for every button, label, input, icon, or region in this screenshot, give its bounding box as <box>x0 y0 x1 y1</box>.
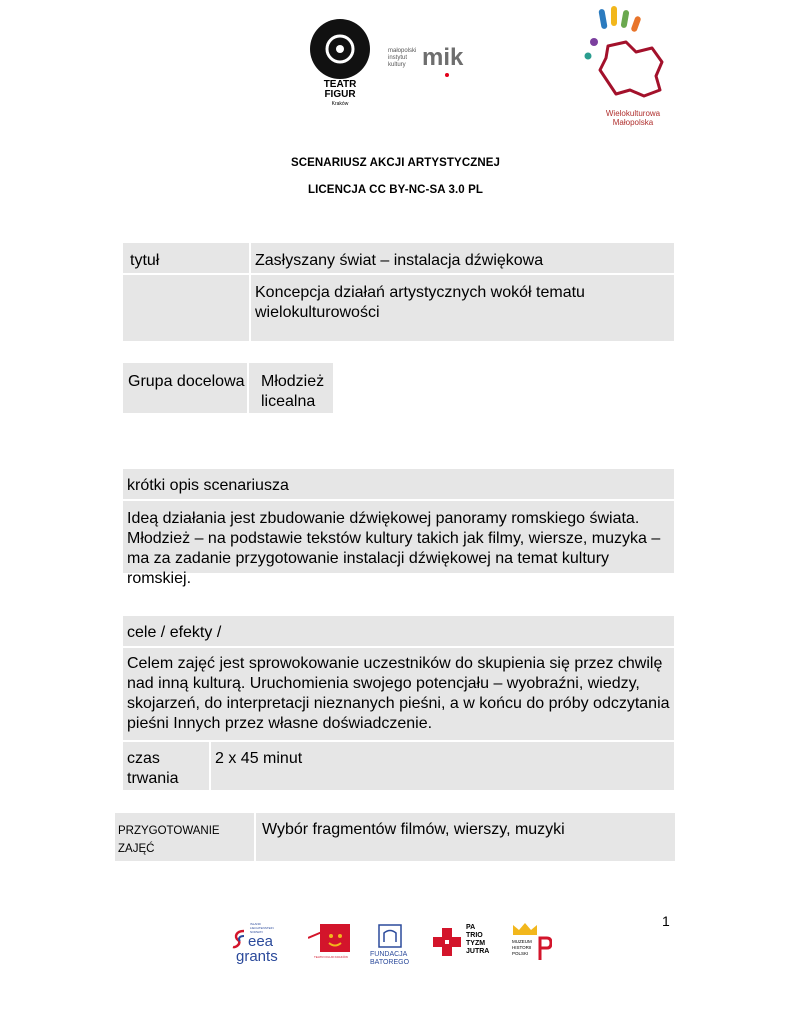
batory-emblem-icon <box>378 924 402 948</box>
muzeum-crown-icon <box>512 922 538 936</box>
mik-line3: kultury <box>388 62 406 68</box>
duration-label-line2: trwania <box>127 770 179 787</box>
muzeum-line2: HISTORII <box>512 945 532 950</box>
wielokulturowa-line2: Małopolska <box>612 118 654 127</box>
title-subtitle-cell <box>251 275 674 341</box>
description-line1: Ideą działania jest zbudowanie dźwiękowej panoramy romskiego świata. <box>127 510 640 527</box>
patriotyzm-line3: TYZM <box>466 940 486 947</box>
teatr-footer-mark-icon <box>308 922 354 954</box>
teatr-figur-logo <box>300 18 380 118</box>
batory-line1: FUNDACJA <box>370 951 408 958</box>
preparation-value: Wybór fragmentów filmów, wierszy, muzyki <box>262 821 565 838</box>
eea-grants-swirl-icon <box>232 928 246 950</box>
title-label: tytuł <box>130 252 160 269</box>
duration-value: 2 x 45 minut <box>215 750 303 767</box>
description-line2: Młodzież – na podstawie tekstów kultury takich jak filmy, wiersze, muzyka – <box>127 530 661 547</box>
batory-line2: BATOREGO <box>370 959 410 966</box>
mik-logo <box>388 44 473 84</box>
wielokulturowa-logo <box>578 4 688 134</box>
description-label-cell <box>123 469 674 499</box>
title-subtitle-line1: Koncepcja działań artystycznych wokół tematu <box>255 284 585 301</box>
page-number: 1 <box>662 913 670 929</box>
eea-line2: grants <box>236 948 278 965</box>
duration-value-cell <box>211 742 674 790</box>
duration-label-line1: czas <box>127 750 160 767</box>
patriotyzm-line1: PA <box>466 924 476 931</box>
multicolor-hand-map-icon <box>578 4 688 104</box>
goals-line4: pieśni Innych przez własne doświadczenie. <box>127 715 433 732</box>
teatr-figur-line1: TEATR <box>323 79 357 90</box>
teatr-figur-city: Kraków <box>331 101 349 107</box>
mik-mark: mik <box>422 44 464 71</box>
mik-line1: małopolski <box>388 48 417 54</box>
goals-label-cell <box>123 616 674 646</box>
title-empty-cell <box>123 275 249 341</box>
title-subtitle-line2: wielokulturowości <box>255 304 380 321</box>
eea-line1: eea <box>248 933 274 950</box>
wielokulturowa-line1: Wielokulturowa <box>605 109 661 118</box>
description-line3: ma za zadanie przygotowanie instalacji dźwiękowej na temat kultury romskiej. <box>127 550 610 587</box>
patriotyzm-cross-icon <box>433 928 461 956</box>
mik-line2: instytut <box>388 55 408 61</box>
muzeum-line3: POLSKI <box>512 951 529 956</box>
preparation-label-line1: PRZYGOTOWANIE <box>118 825 220 837</box>
goals-line1: Celem zajęć jest sprowokowanie uczestników do skupienia się przez chwilę <box>127 655 663 672</box>
mik-red-dot-icon <box>445 73 449 77</box>
target-group-label: Grupa docelowa <box>128 373 245 390</box>
preparation-value-cell <box>256 813 675 861</box>
patriotyzm-line4: JUTRA <box>466 948 490 955</box>
muzeum-line1: MUZEUM <box>512 939 532 944</box>
goals-label: cele / efekty / <box>127 624 222 641</box>
muzeum-p-icon <box>538 936 552 960</box>
eea-grants-logo <box>232 922 294 966</box>
description-label: krótki opis scenariusza <box>127 477 289 494</box>
preparation-label-cell <box>115 813 254 861</box>
title-label-cell <box>123 243 249 273</box>
target-group-value-line2: licealna <box>261 393 316 410</box>
teatr-figur-line2: FIGUR <box>324 89 356 100</box>
fundacja-batorego-logo <box>370 922 420 968</box>
eea-small2: LIECHTENSTEIN <box>250 926 274 930</box>
preparation-label-line2: ZAJĘĆ <box>118 843 155 855</box>
eea-small1: ISLAND <box>250 922 261 926</box>
target-group-value-cell <box>249 363 333 413</box>
title-value: Zasłyszany świat – instalacja dźwiękowa <box>255 252 544 269</box>
goals-text-cell <box>123 648 674 740</box>
teatr-footer-logo <box>308 922 354 962</box>
duration-label-cell <box>123 742 209 790</box>
muzeum-historii-polski-logo <box>512 922 556 966</box>
target-group-value-line1: Młodzież <box>261 373 325 390</box>
patriotyzm-line2: TRIO <box>466 932 483 939</box>
goals-line2: nad inną kulturą. Uruchomienia swojego potencjału – wyobraźni, wiedzy, <box>127 675 640 692</box>
title-value-cell <box>251 243 674 273</box>
eea-small3: NORWAY <box>250 930 264 934</box>
goals-line3: skojarzeń, do interpretacji nieznanych pieśni, a w końcu do próby odczytania <box>127 695 670 712</box>
document-title: SCENARIUSZ AKCJI ARTYSTYCZNEJ <box>290 157 501 169</box>
target-group-label-cell <box>123 363 247 413</box>
teatr-footer-caption: TEATR FIGUR KRAKÓW <box>314 955 348 959</box>
description-text-cell <box>123 501 674 587</box>
teatr-figur-emblem-icon <box>300 18 380 80</box>
patriotyzm-jutra-logo <box>433 924 495 964</box>
license-label: LICENCJA CC BY-NC-SA 3.0 PL <box>307 184 483 196</box>
